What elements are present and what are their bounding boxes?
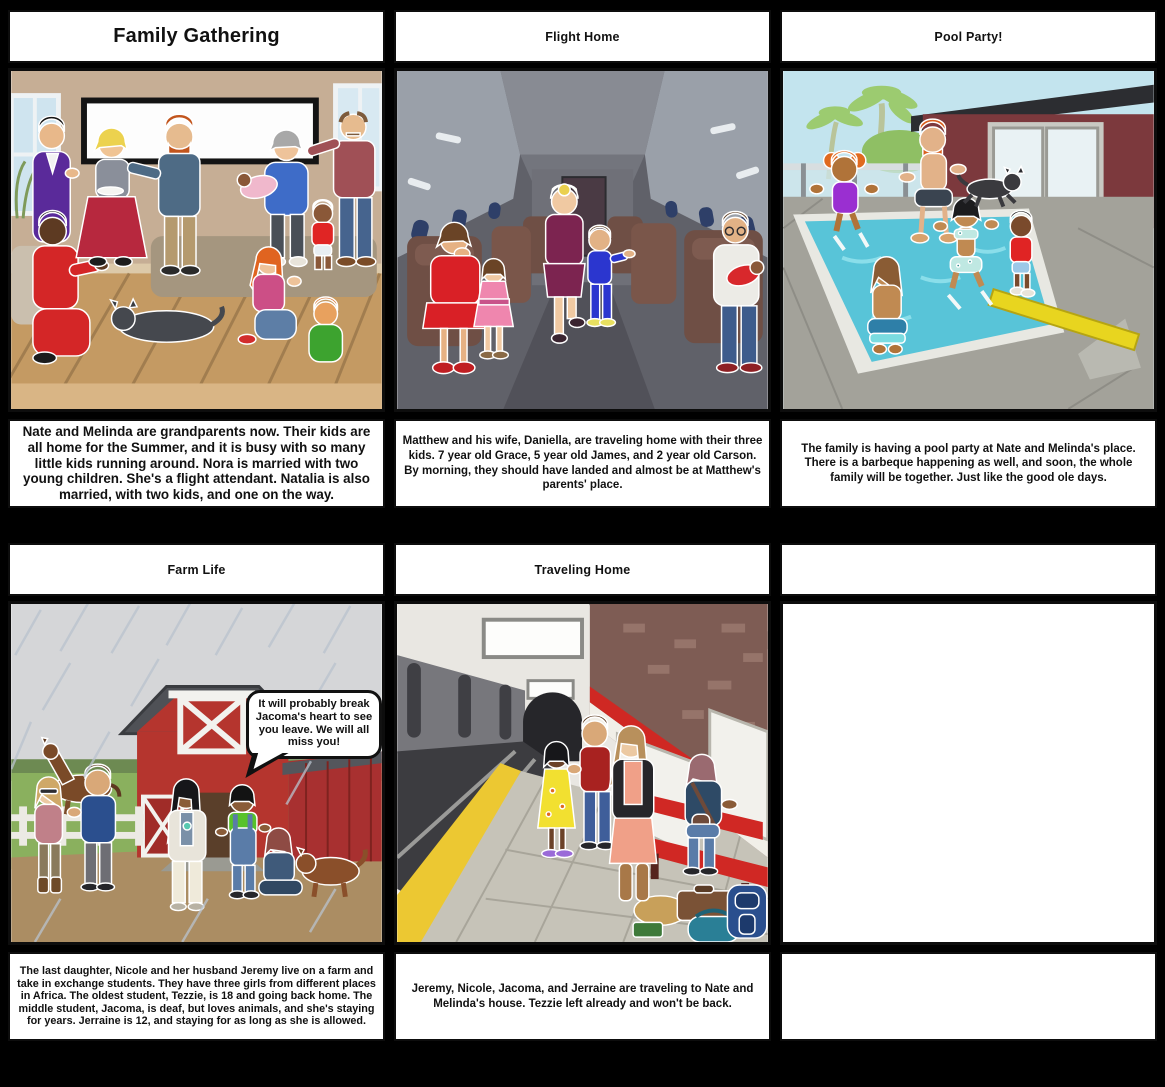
cell-title-bar	[780, 543, 1157, 596]
speech-bubble-tail-fill	[254, 752, 285, 769]
farm-scene	[11, 604, 382, 942]
cell-title: Traveling Home	[534, 562, 631, 577]
living-room-scene	[11, 71, 382, 409]
person-toddler-green	[309, 297, 342, 362]
cell-title-bar	[394, 10, 771, 63]
cell-description-box	[8, 952, 385, 1041]
airplane-cabin-scene	[397, 71, 768, 409]
cell-title-bar	[8, 10, 385, 63]
cell-description: Nate and Melinda are grandparents now. Their kids are all home for the Summer, and it is busy with so many little kids running around. Nora is married with two young children. She's a flight attendant. Natalia is also married, with two kids, and one on the way.	[22, 423, 371, 503]
subway-platform-scene	[397, 604, 768, 942]
cell-image-living-room	[8, 68, 385, 412]
storyboard-cell-family-gathering	[8, 10, 385, 508]
station-sign-large	[484, 620, 582, 657]
cell-description-box	[394, 952, 771, 1041]
cell-title-bar	[394, 543, 771, 596]
cell-title-bar	[780, 10, 1157, 63]
cell-title: Family Gathering	[113, 25, 280, 47]
storyboard-grid	[8, 10, 1157, 1041]
cell-description-box	[780, 952, 1157, 1041]
cell-title: Farm Life	[167, 562, 226, 577]
storyboard-cell-empty	[780, 543, 1157, 1041]
cell-description-box	[780, 419, 1157, 508]
person-blonde-sunglasses	[35, 777, 63, 893]
cell-description: The family is having a pool party at Nate and Melinda's place. There is a barbeque happening as well, and soon, the whole family will be together. Just like the good ole days.	[801, 442, 1136, 484]
storyboard-cell-farm-life	[8, 543, 385, 1041]
cell-description: Matthew and his wife, Daniella, are traveling home with their three kids. 7 year old Grace, 5 year old James, and 2 year old Carson. By morning, they should have landed and almost be at Matthew's parents' place.	[402, 435, 763, 492]
cell-title-bar	[8, 543, 385, 596]
storyboard-cell-pool-party	[780, 10, 1157, 508]
cell-description-box	[394, 419, 771, 508]
cell-description: The last daughter, Nicole and her husband Jeremy live on a farm and take in exchange students. They have three girls from different places in Africa. The oldest student, Tezzie, is 18 and going back home. The middle student, Jacoma, is deaf, but loves animals, and she's staying for years. Jerraine is 12, and staying for as long as she is allowed.	[17, 965, 376, 1028]
cell-title: Flight Home	[545, 29, 620, 44]
cell-description: Jeremy, Nicole, Jacoma, and Jerraine are traveling to Nate and Melinda's house. Tezzie left already and won't be back.	[411, 982, 754, 1010]
cell-image-empty	[780, 601, 1157, 945]
pool-party-scene	[783, 71, 1154, 409]
cell-title: Pool Party!	[934, 29, 1003, 44]
cell-image-pool-party	[780, 68, 1157, 412]
cell-description-box	[8, 419, 385, 508]
cell-image-airplane-cabin	[394, 68, 771, 412]
speech-bubble-text: It will probably break Jacoma's heart to see you leave. We will all miss you!	[255, 698, 373, 749]
cell-image-subway	[394, 601, 771, 945]
storyboard-cell-traveling-home	[394, 543, 771, 1041]
storyboard-cell-flight-home	[394, 10, 771, 508]
cell-image-farm	[8, 601, 385, 945]
speech-bubble	[246, 690, 382, 759]
